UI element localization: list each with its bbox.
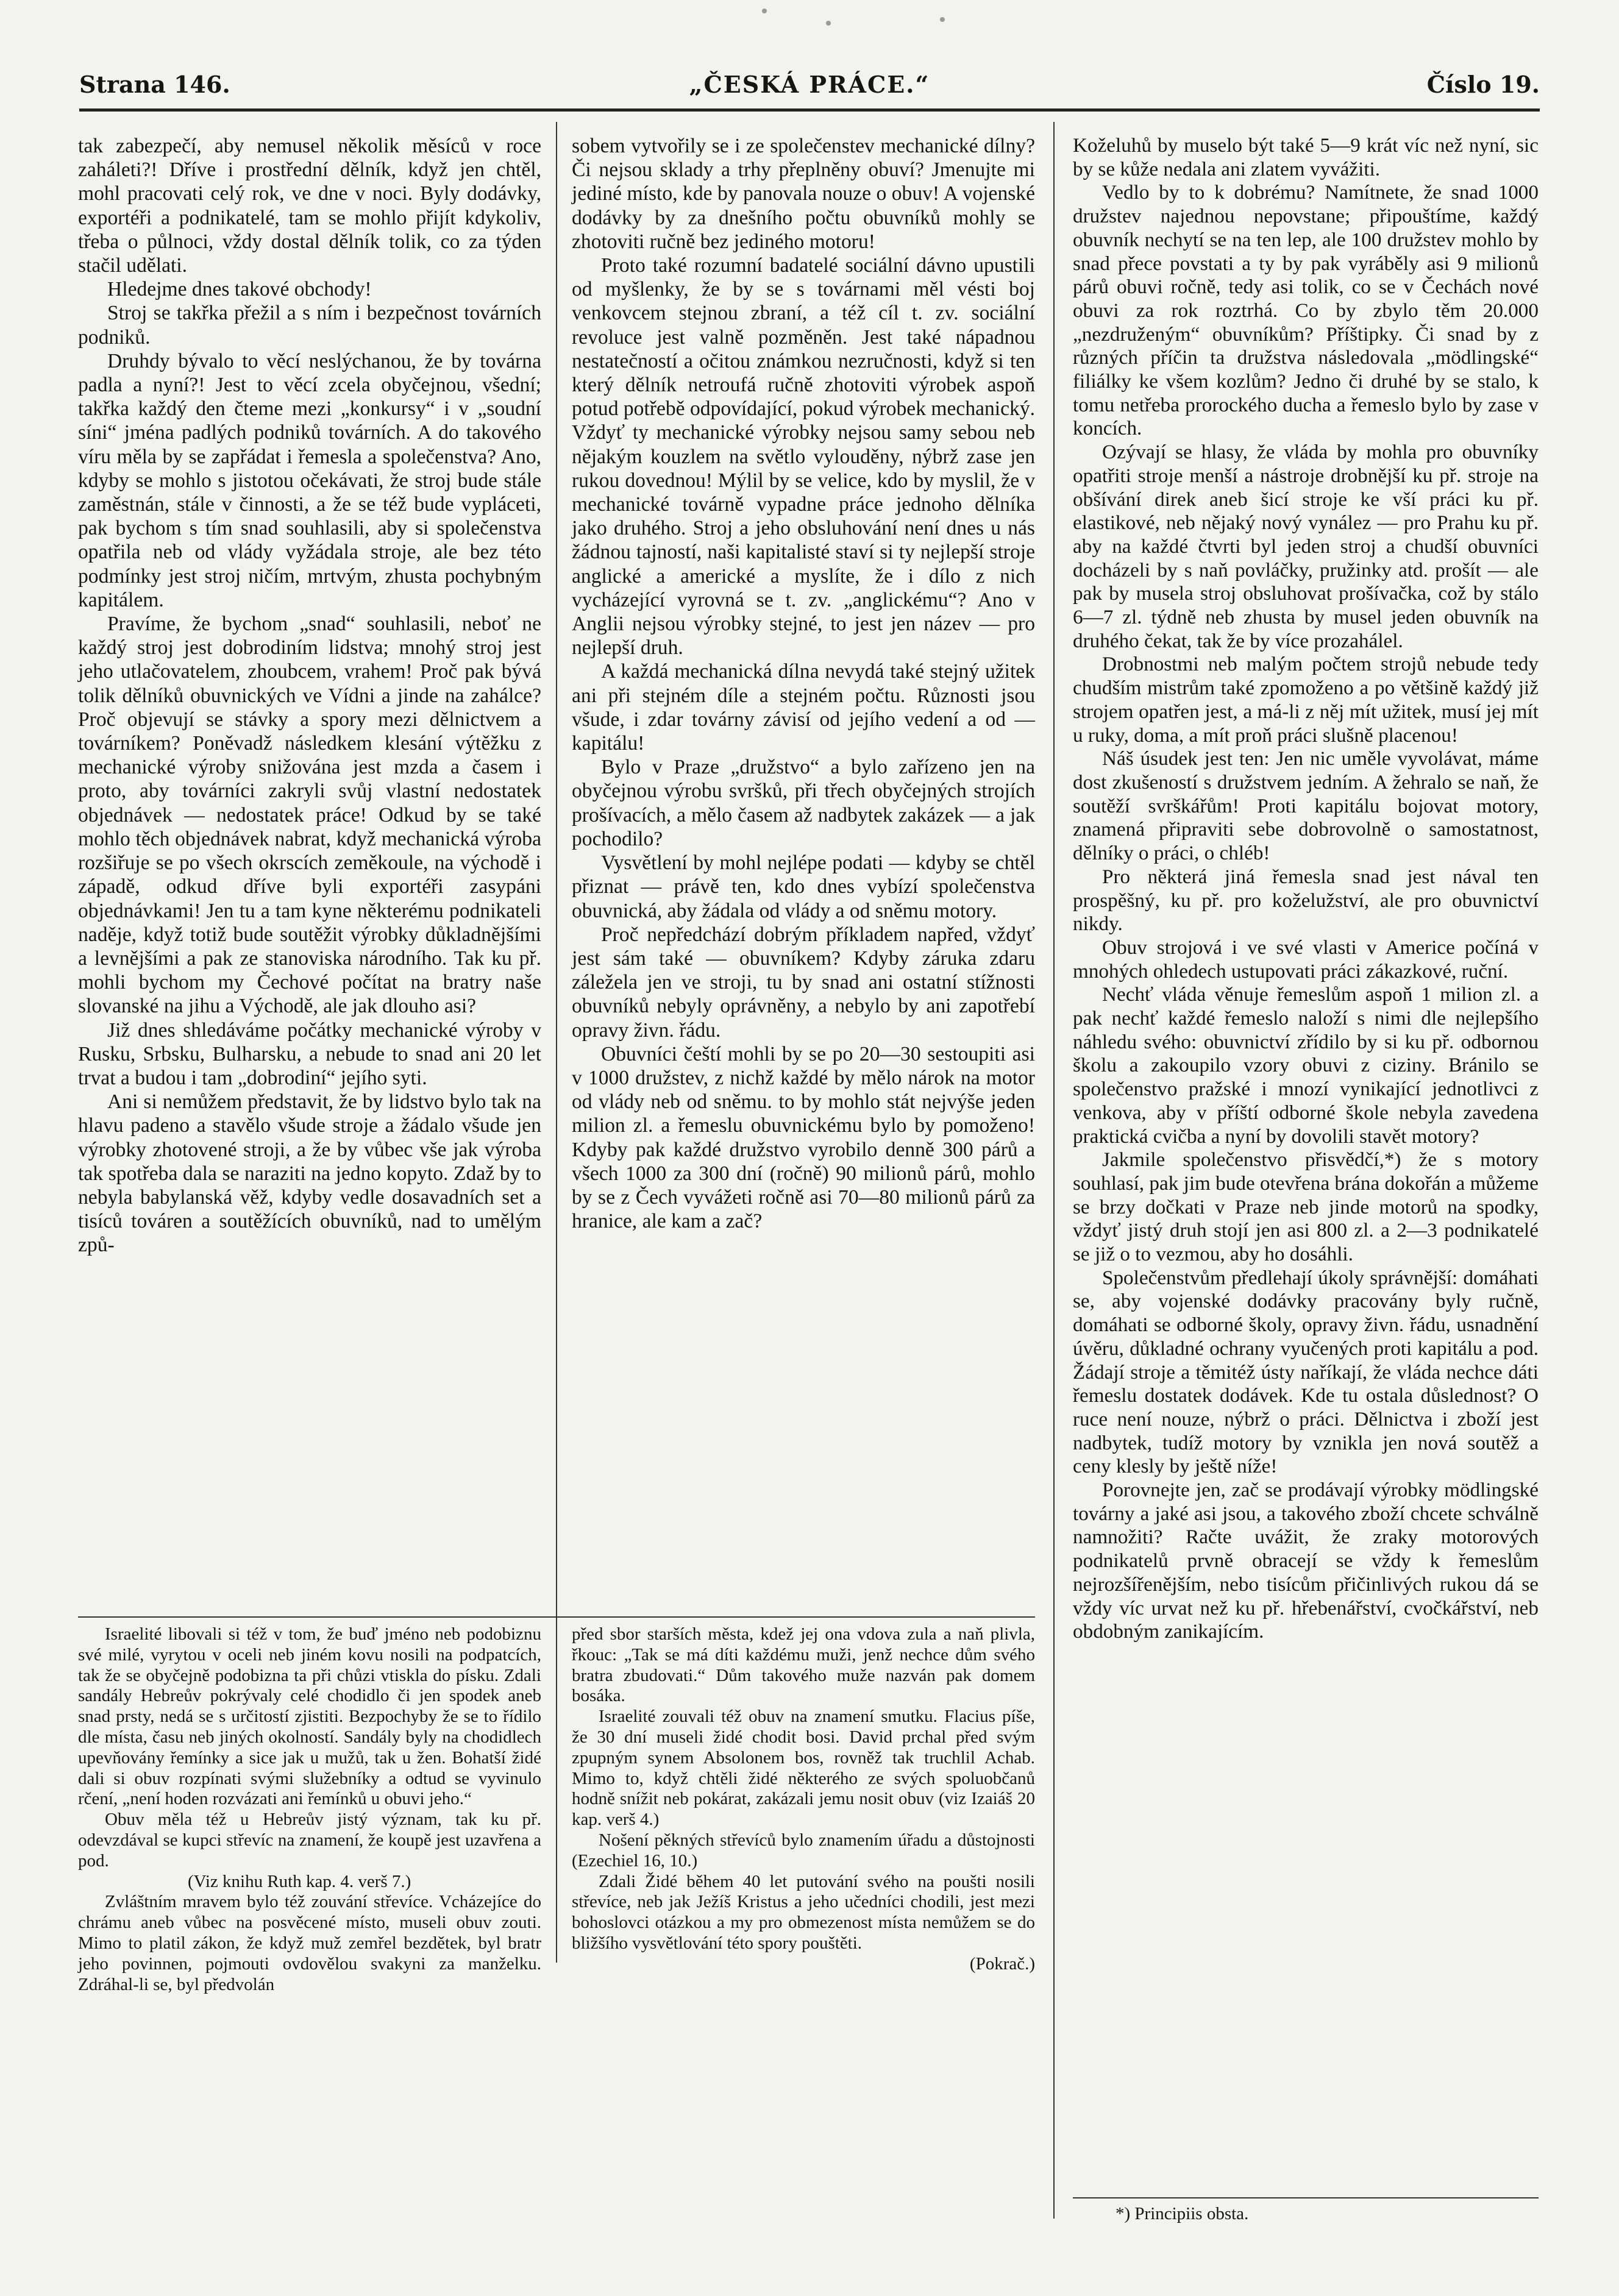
paragraph: Jakmile společenstvo přisvědčí,*) že s motory souhlasí, pak jim bude otevřena brána dokořán a můžeme se brzy dočkati v Praze neb jinde motorů na spodky, vždyť jistý druh stojí jen asi 800 zl. a 2—3 podnikatelé se již o to vezmou, aby ho dosáhli. xyxy=(1073,1148,1539,1266)
issue-number: Číslo 19. xyxy=(1426,71,1540,98)
page-number: Strana 146. xyxy=(79,71,230,98)
paragraph: Drobnostmi neb malým počtem strojů nebude tedy chudším mistrům také zpomoženo a po většině každý již strojem opatřen jest, a má-li z něj mít užitek, musí jej mít u ruky, doma, a mít proň práci slušně placenou! xyxy=(1073,653,1539,747)
paragraph: Ani si nemůžem představit, že by lidstvo bylo tak na hlavu padeno a stavělo všude stroje a žádalo všude jen výrobky zhotovené stroji, a že by vůbec vše jak výroba tak spotřeba dala se naraziti na jedno kopyto. Zdaž by to nebyla babylanská věž, kdyby vedle dosavadních set a tisíců továren a soutěžících obuvníků, nad to umělým způ- xyxy=(78,1090,541,1257)
footnote-paragraph: Israelité zouvali též obuv na znamení smutku. Flacius píše, že 30 dní museli židé chodit bosi. David prchal před svým zpupným synem Absolonem bos, rovněž tak truchlil Achab. Mimo to, když chtěli židé některého ze svých spoluobčanů hodně snížit neb pokárat, zakázali jemu nosit obuv (viz Izaiáš 20 kap. verš 4.) xyxy=(572,1707,1035,1830)
footnote-paragraph: před sbor starších města, kdež jej ona vdova zula a naň plivla, řkouc: „Tak se má díti každému muži, jenž nechce dům svého bratra zbudovati.“ Dům takového muže nazván pak domem bosáka. xyxy=(572,1624,1035,1706)
asterisk-footnote: *) Principiis obsta. xyxy=(1116,2204,1249,2223)
paragraph: Nechť vláda věnuje řemeslům aspoň 1 milion zl. a pak nechť každé řemeslo naloží s nimi dle nejlepšího náhledu svého: obuvnictví zřídilo by si ku př. odbornou školu a zakoupilo vzory obuvi z ciziny. Bránilo se společenstvo pražské i mnozí vynikající jednotlivci z venkova, aby v příští odborné škole nebyla zavedena praktická cvičba a nyní by dovolili stavět motory? xyxy=(1073,983,1539,1148)
paragraph: Porovnejte jen, zač se prodávají výrobky mödlingské továrny a jaké asi jsou, a takového zboží chcete schválně namnožiti? Račte uvážit, že zraky motorových podnikatelů prvně obracejí se vždy k řemeslům nejrozšířenějším, nebo tisícům přičinlivých rukou dá se vždy víc urvat než ku př. hřebenářství, cvočkářství, neb obdobným zanikajícím. xyxy=(1073,1479,1539,1643)
column-divider xyxy=(1053,122,1055,2219)
paragraph: sobem vytvořily se i ze společenstev mechanické dílny? Či nejsou sklady a trhy přeplněny obuví? Jmenujte mi jediné místo, kde by panovala nouze o obuv! A vojenské dodávky by za dnešního počtu obuvníků mohly se zhotoviti ručně bez jediného motoru! xyxy=(572,135,1035,253)
scan-speck xyxy=(826,21,831,26)
column-1 xyxy=(78,134,541,1257)
paragraph: Společenstvům předlehají úkoly správnější: domáhati se, aby vojenské dodávky pracovány byly ručně, domáhati se odborné školy, opravy živn. řádu, usnadnění úvěru, důkladné ochrany vyučených proti kapitálu a pod. Žádají stroje a těmitéž ústy naříkají, že vláda nechce dáti řemeslu dostatek dodávek. Kde tu ostala důslednost? O ruce není nouze, nýbrž o práci. Dělnictva i zboží jest nadbytek, tudíž motory by vznikla jen nová soutěž a ceny klesly by ještě níže! xyxy=(1073,1266,1539,1478)
footnote-paragraph: Nošení pěkných střevíců bylo znamením úřadu a důstojnosti (Ezechiel 16, 10.) xyxy=(572,1830,1035,1871)
paragraph: Vedlo by to k dobrému? Namítnete, že snad 1000 družstev najednou nepovstane; připouštíme, každý obuvník nechytí se na ten lep, ale 100 družstev mohlo by snad přece povstati a ty by pak vyráběly asi 9 milionů párů obuvi ročně, tedy asi tolik, co se v Čechách nové obuvi za rok roztrhá. Co by zbylo těm 20.000 „nezdruženým“ obuvníkům? Příštipky. Či snad by z různých příčin ta družstva následovala „mödlingské“ filiálky ke všem kozlům? Jedno či druhé by se stalo, k tomu netřeba prorockého ducha a řemeslo bylo by zase v koncích. xyxy=(1073,181,1539,440)
paragraph: Bylo v Praze „družstvo“ a bylo zařízeno jen na obyčejnou výrobu svršků, při třech obyčejných strojích prošívacích, a mělo časem až nadbytek zakázek — a jak pochodilo? xyxy=(572,756,1035,850)
paragraph: Již dnes shledáváme počátky mechanické výroby v Rusku, Srbsku, Bulharsku, a nebude to snad ani 20 let trvat a budou i tam „dobrodiní“ jejího syti. xyxy=(78,1018,541,1089)
footnote-paragraph: Zvláštním mravem bylo též zouvání střevíce. Vcházejíce do chrámu aneb vůbec na posvěcené místo, museli obuv zouti. Mimo to platil zákon, že když muž zemřel bezdětek, byl bratr jeho povinnen, pojmouti ovdovělou svakyni za manželku. Zdráhal-li se, byl předvolán xyxy=(78,1892,541,1994)
scan-speck xyxy=(940,17,945,22)
paragraph: Pravíme, že bychom „snad“ souhlasili, neboť ne každý stroj jest dobrodiním lidstva; mnohý stroj jest jeho utlačovatelem, zhoubcem, vrahem! Proč pak bývá tolik dělníků obuvnických ve Vídni a jinde na zahálce? Proč objevují se stávky a spory mezi dělnictvem a továrníkem? Poněvadž následkem klesání výtěžku z mechanické výroby snižována jest mzda a časem i proto, aby továrníci zakryli svůj vlastní nedostatek objednávek — nedostatek práce! Odkud by se také mohlo těch objednávek nabrat, když mechanická výroba rozšiřuje se po všech okrscích zeměkoule, na východě i západě, odkud dříve byli exportéři zasypáni objednávkami! Jen tu a tam kyne některému podnikateli naděje, když totiž bude soutěžit výrobky důkladnějšími a levnějšími a pak ze stanoviska národního. Tak ku př. mohli bychom my Čechové počítat na bratry naše slovanské na jihu a Východě, ale jak dlouho asi? xyxy=(78,613,541,1018)
footnote-paragraph: Zdali Židé během 40 let putování svého na poušti nosili střevíce, neb jak Ježíš Kristus a jeho učedníci chodili, jest mezi bohoslovci otázkou a my pro obmezenost místa nemůžem se do bližšího vysvětlování této spory pouštěti. xyxy=(572,1871,1035,1953)
footnote-paragraph: Obuv měla též u Hebreův jistý význam, tak ku př. odevzdával se kupci střevíc na znamení, že koupě jest uzavřena a pod. xyxy=(78,1810,541,1871)
column-3 xyxy=(1073,134,1539,1644)
footnote-reference: (Viz knihu Ruth kap. 4. verš 7.) xyxy=(188,1871,411,1891)
newspaper-title: „ČESKÁ PRÁCE.“ xyxy=(689,71,930,98)
paragraph: Vysvětlení by mohl nejlépe podati — kdyby se chtěl přiznat — právě ten, kdo dnes vybízí společenstva obuvnická, aby žádala od vlády a od sněmu motory. xyxy=(572,851,1035,922)
footnote-paragraph: Israelité libovali si též v tom, že buď jméno neb podobiznu své milé, vyrytou v oceli neb jiném kovu nosili na podpatcích, tak že se obyčejně podobizna ta při chůzi vtiskla do písku. Zdali sandály Hebreův pokrývaly celé chodidlo či jen spodek aneb snad prsty, nedá se s určitostí zjistiti. Bezpochyby že se to řídilo dle místa, času neb jiných okolností. Sandály byly na chodidlech upevňovány řemínky a sice jak u mužů, tak u žen. Bohatší židé dali si obuv rozpínati svými služebníky a odtud se vyvinulo rčení, „není hoden rozvázati ani řemínků u obuvi jeho.“ xyxy=(78,1624,541,1809)
paragraph: Proto také rozumní badatelé sociální dávno upustili od myšlenky, že by se s továrnami měl vésti boj venkovcem stejnou zbraní, a též cíl t. zv. sociální revoluce jest valně pozměněn. Jest také nápadnou nestatečností a očitou známkou nezručnosti, když si ten který dělník netroufá ručně zhotoviti výrobek aspoň potud potřebě odpovídající, pokud výrobek mechanický. Vždyť ty mechanické výrobky nejsou samy sebou neb nějakým kouzlem na světlo vylouděny, nýbrž zase jen rukou dovednou! Mýlil by se velice, kdo by myslil, že v mechanické továrně vypadne práce jednoho dělníka jako druhého. Stroj a jeho obsluhování není dnes u nás žádnou tajností, naši kapitalisté staví si ty nejlepší stroje anglické a americké a myslíte, že i dílo z nich vycházející vyrovná se t. zv. „anglickému“? Ano v Anglii nejsou výrobky stejné, to jest jen název — pro nejlepší druh. xyxy=(572,254,1035,659)
column-2 xyxy=(572,134,1035,1233)
paragraph: tak zabezpečí, aby nemusel několik měsíců v roce zaháleti?! Dříve i prostřední dělník, když jen chtěl, mohl pracovati celý rok, ve dne v noci. Byly dodávky, exportéři a podnikatelé, tam se mohlo přijít kdykoliv, třeba o půlnoci, vždy dostal dělník tolik, co za týden stačil udělati. xyxy=(78,135,541,277)
footnote-column-1 xyxy=(78,1624,541,1995)
column-divider xyxy=(556,122,557,1963)
footnote-column-2 xyxy=(572,1624,1035,1975)
paragraph: Hledejme dnes takové obchody! xyxy=(107,278,372,301)
paragraph: Proč nepředchází dobrým příkladem napřed, vždyť jest sám také — obuvníkem? Kdyby záruka zdaru záležela jen ve stroji, tu by snad ani ostatní stížnosti obuvníků nebyly oprávněny, a nebylo by ani zapotřebí opravy živn. řádu. xyxy=(572,923,1035,1042)
paragraph: Ozývají se hlasy, že vláda by mohla pro obuvníky opatřiti stroje menší a nástroje drobnější ku př. stroje na obšívání direk aneb šicí stroje ke vší práci ku př. elastikové, neb nějaký nový vynález — pro Prahu ku př. aby na každé čtvrti byl jeden stroj a chudší obuvníci docházeli by s naň povláčky, pružinky atd. prošít — ale pak by musela stroj obsluhovat prošívačka, což by stálo 6—7 zl. týdně neb zhusta by musel jeden obuvník na druhého čekat, tak že by více prozahálel. xyxy=(1073,441,1539,652)
scan-speck xyxy=(762,9,767,13)
footnote-rule xyxy=(78,1616,1035,1618)
paragraph: Náš úsudek jest ten: Jen nic uměle vyvolávat, máme dost zkušeností s družstvem jedním. A žehralo se naň, že soutěží svrškářům! Proti kapitálu bojovat motory, znamená připraviti sebe dobrovolně o samostatnost, dělníky o práci, o chléb! xyxy=(1073,747,1539,865)
paragraph: Pro některá jiná řemesla snad jest nával ten prospěšný, ku př. pro koželužství, ale pro obuvnictví nikdy. xyxy=(1073,865,1539,936)
header-rule xyxy=(79,108,1540,112)
paragraph: Obuvníci čeští mohli by se po 20—30 sestoupiti asi v 1000 družstev, z nichž každé by mělo nárok na motor od vlády neb od sněmu. to by mohlo stát nejvýše jeden milion zl. a řemeslu obuvnickému bylo by pomoženo! Kdyby pak každé družstvo vyrobilo denně 300 párů a všech 1000 za 300 dní (ročně) 90 milionů párů, mohlo by se z Čech vyvážeti ročně asi 70—80 milionů párů za hranice, ale kam a zač? xyxy=(572,1042,1035,1233)
paragraph: A každá mechanická dílna nevydá také stejný užitek ani při stejném díle a stejném počtu. Různosti jsou všude, i zdar továrny závisí od jejího vedení a od — kapitálu! xyxy=(572,660,1035,755)
footnote-rule-col3 xyxy=(1073,2197,1539,2198)
paragraph: Koželuhů by muselo být také 5—9 krát víc než nyní, sic by se kůže nedala ani zlatem vyvážiti. xyxy=(1073,134,1539,180)
page-header xyxy=(79,59,1540,101)
paragraph: Druhdy bývalo to věcí neslýchanou, že by továrna padla a nyní?! Jest to věcí zcela obyčejnou, všední; takřka každý den čteme mezi „konkursy“ i v „soudní síni“ jména padlých podniků továrních. A do takového víru měla by se zapřádat i řemesla a společenstva? Ano, kdyby se mohlo s jistotou očekávati, že stroj bude stále zaměstnán, stále v činnosti, a že se též bude vypláceti, pak bychom s tím snad souhlasili, aby si společenstva opatřila neb od vlády vyžádala stroje, ale bez této podmínky jest stroj ničím, mrtvým, zhusta pochybným kapitálem. xyxy=(78,349,541,611)
paragraph: Obuv strojová i ve své vlasti v Americe počíná v mnohých ohledech ustupovati práci zákazkové, ruční. xyxy=(1073,936,1539,983)
continued-note: (Pokrač.) xyxy=(969,1953,1035,1974)
paragraph: Stroj se takřka přežil a s ním i bezpečnost továrních podniků. xyxy=(78,302,541,349)
